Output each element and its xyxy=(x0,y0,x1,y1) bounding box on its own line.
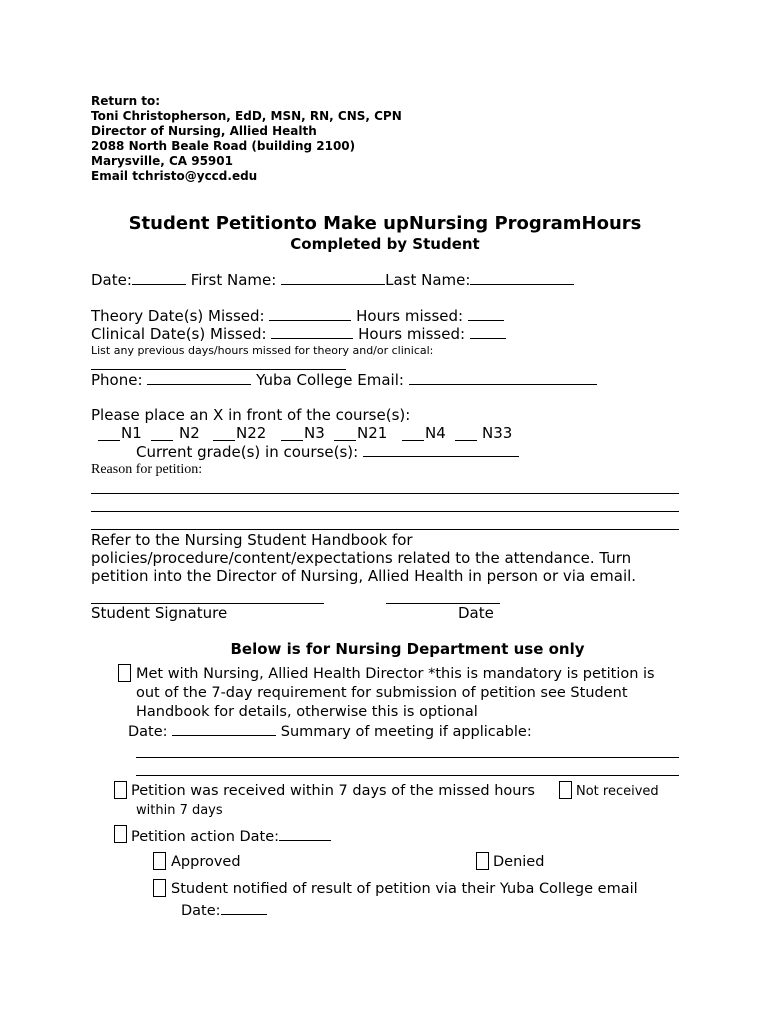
date-field[interactable] xyxy=(132,272,186,285)
met-checkbox[interactable] xyxy=(118,664,131,682)
course-blank-n33[interactable] xyxy=(455,440,477,441)
course-instruction: Please place an X in front of the course(s): xyxy=(91,406,411,424)
course-n33: N33 xyxy=(482,424,513,442)
form-subtitle: Completed by Student xyxy=(290,235,480,253)
handbook-line-3: petition into the Director of Nursing, Allied Health in person or via email. xyxy=(91,567,637,585)
grade-field[interactable] xyxy=(363,444,519,457)
theory-hours-label: Hours missed: xyxy=(356,307,464,325)
course-n3: N3 xyxy=(304,424,325,442)
met-line-1: Met with Nursing, Allied Health Director *this is mandatory is petition is xyxy=(136,666,655,682)
clinical-label: Clinical Date(s) Missed: xyxy=(91,325,267,343)
grade-row xyxy=(136,444,519,460)
first-name-field[interactable] xyxy=(281,272,385,285)
reason-label: Reason for petition: xyxy=(91,462,203,477)
course-blank-n22[interactable] xyxy=(213,440,235,441)
return-name: Toni Christopherson, EdD, MSN, RN, CNS, CPN xyxy=(91,109,402,123)
theory-row xyxy=(91,308,504,324)
course-n2: N2 xyxy=(179,424,200,442)
phone-row xyxy=(91,372,597,388)
course-blank-n4[interactable] xyxy=(402,440,424,441)
course-blank-n2[interactable] xyxy=(151,440,173,441)
action-date-field[interactable] xyxy=(279,828,331,841)
clinical-hours-field[interactable] xyxy=(470,326,506,339)
date-label: Date: xyxy=(91,271,132,289)
received-checkbox[interactable] xyxy=(114,781,127,799)
denied-label: Denied xyxy=(493,854,545,870)
theory-hours-field[interactable] xyxy=(468,308,504,321)
clinical-dates-field[interactable] xyxy=(271,326,353,339)
theory-dates-field[interactable] xyxy=(269,308,351,321)
course-blank-n21[interactable] xyxy=(334,440,356,441)
action-checkbox[interactable] xyxy=(114,825,127,843)
course-blank-n3[interactable] xyxy=(281,440,303,441)
course-n4: N4 xyxy=(425,424,446,442)
met-date-row xyxy=(128,723,532,740)
handbook-line-2: policies/procedure/content/expectations related to the attendance. Turn xyxy=(91,549,632,567)
theory-label: Theory Date(s) Missed: xyxy=(91,307,265,325)
signature-date-label: Date xyxy=(458,604,494,622)
date-row xyxy=(91,272,574,288)
grade-label: Current grade(s) in course(s): xyxy=(136,443,359,461)
within-label: within 7 days xyxy=(136,803,223,818)
clinical-row xyxy=(91,326,506,342)
summary-line-1[interactable] xyxy=(136,757,679,758)
course-blank-n1[interactable] xyxy=(98,440,120,441)
handbook-line-1: Refer to the Nursing Student Handbook for xyxy=(91,531,413,549)
course-n1: N1 xyxy=(121,424,142,442)
return-title: Director of Nursing, Allied Health xyxy=(91,124,317,138)
form-title: Student Petitionto Make upNursing ProgramHours xyxy=(128,213,642,234)
course-n21: N21 xyxy=(357,424,388,442)
reason-line-3[interactable] xyxy=(91,529,679,530)
notified-date-field[interactable] xyxy=(221,902,267,915)
reason-line-1[interactable] xyxy=(91,493,679,494)
notified-checkbox[interactable] xyxy=(153,879,166,897)
approved-checkbox[interactable] xyxy=(153,852,166,870)
return-email: Email tchristo@yccd.edu xyxy=(91,169,258,183)
return-city: Marysville, CA 95901 xyxy=(91,154,233,168)
met-line-2: out of the 7-day requirement for submission of petition see Student xyxy=(136,685,628,701)
not-received-checkbox[interactable] xyxy=(559,781,572,799)
met-date-label: Date: xyxy=(128,724,168,740)
summary-label: Summary of meeting if applicable: xyxy=(280,724,532,740)
email-label: Yuba College Email: xyxy=(256,371,404,389)
last-name-label: Last Name: xyxy=(385,271,471,289)
return-heading: Return to: xyxy=(91,94,161,108)
met-date-field[interactable] xyxy=(172,723,276,736)
phone-field[interactable] xyxy=(147,372,251,385)
course-n22: N22 xyxy=(236,424,267,442)
phone-label: Phone: xyxy=(91,371,143,389)
action-label: Petition action Date: xyxy=(131,829,280,845)
summary-line-2[interactable] xyxy=(136,775,679,776)
received-label: Petition was received within 7 days of the missed hours xyxy=(131,783,535,799)
action-row xyxy=(131,828,331,845)
notified-date-row xyxy=(181,902,267,919)
return-street: 2088 North Beale Road (building 2100) xyxy=(91,139,356,153)
signature-label: Student Signature xyxy=(91,604,228,622)
last-name-field[interactable] xyxy=(470,272,574,285)
notified-label: Student notified of result of petition via their Yuba College email xyxy=(171,881,638,897)
first-name-label: First Name: xyxy=(190,271,277,289)
department-heading: Below is for Nursing Department use only xyxy=(230,640,585,658)
clinical-hours-label: Hours missed: xyxy=(358,325,466,343)
email-field[interactable] xyxy=(409,372,597,385)
denied-checkbox[interactable] xyxy=(476,852,489,870)
met-line-3: Handbook for details, otherwise this is optional xyxy=(136,704,478,720)
previous-field[interactable] xyxy=(91,369,346,370)
previous-note: List any previous days/hours missed for theory and/or clinical: xyxy=(91,344,434,357)
approved-label: Approved xyxy=(171,854,241,870)
not-received-label: Not received xyxy=(576,784,659,799)
notified-date-label: Date: xyxy=(181,903,221,919)
reason-line-2[interactable] xyxy=(91,511,679,512)
